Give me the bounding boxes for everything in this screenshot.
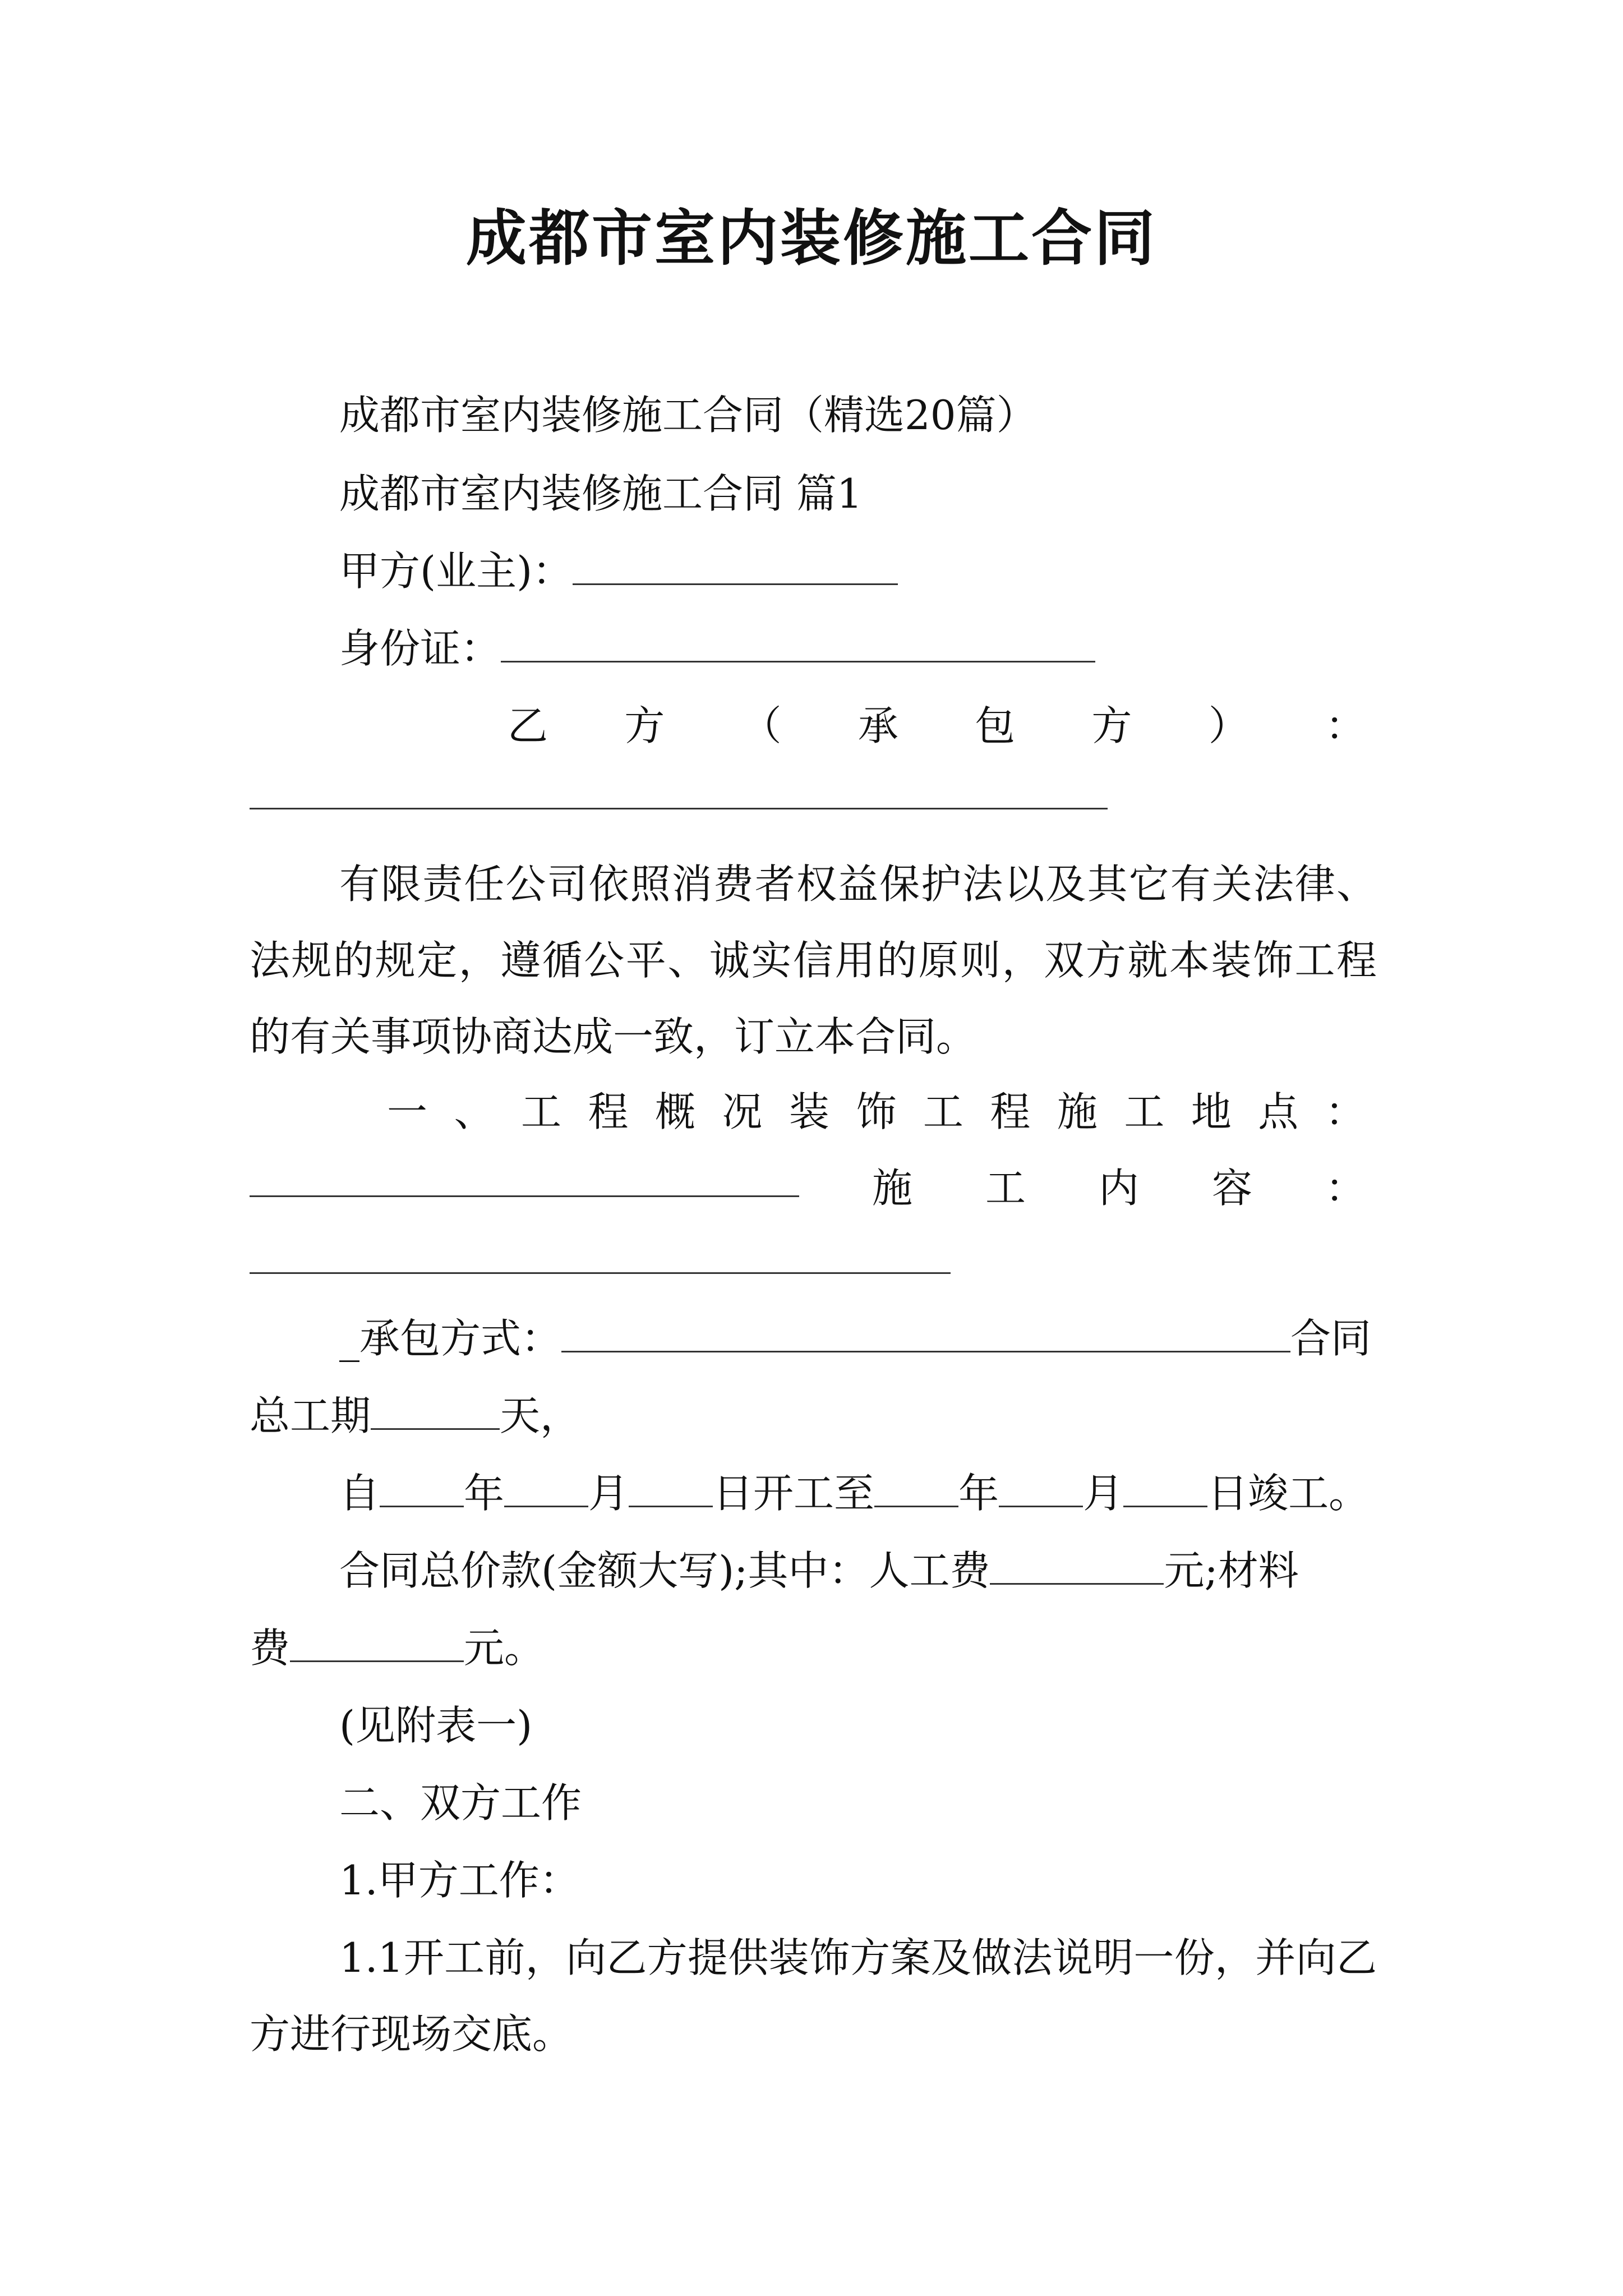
party-a-line — [339, 543, 1467, 599]
section1-chars-char: 装 — [789, 1088, 829, 1135]
contract-method-label: _承包方式： — [339, 1315, 562, 1362]
section1-chars-char: 点 — [1258, 1088, 1299, 1135]
material-fee-label: 费 — [250, 1625, 291, 1672]
site-blank — [250, 1195, 799, 1197]
party-b-label — [508, 698, 1366, 754]
contract-total-label: 合同 — [1290, 1315, 1372, 1362]
party-b-chars-char: 方 — [1091, 702, 1132, 749]
section1-chars-char: 、 — [454, 1088, 495, 1135]
document-title: 成都市室内装修施工合同 — [465, 203, 1157, 274]
section1-chars-char: ： — [1325, 1088, 1366, 1135]
content-chars-char: 内 — [1098, 1165, 1139, 1212]
date-from: 自 — [339, 1470, 380, 1517]
section1-chars-char: 地 — [1191, 1088, 1232, 1135]
price-line — [339, 1543, 1467, 1599]
party-b-chars-char: 承 — [857, 702, 898, 749]
content-chars-char: 工 — [985, 1165, 1026, 1212]
section1-chars-char: 程 — [990, 1088, 1031, 1135]
item-1-1: 1.1开工前，向乙方提供装饰方案及做法说明一份，并向乙方进行现场交底。 — [250, 1934, 1377, 2058]
party-b-blank — [250, 808, 1108, 809]
date-year2: 年 — [958, 1470, 999, 1517]
party-b-chars-char: ： — [1325, 702, 1366, 749]
id-label: 身份证： — [339, 625, 501, 672]
material-fee-line — [250, 1620, 1377, 1676]
date-end: 日竣工。 — [1207, 1470, 1370, 1517]
end-year-blank — [874, 1466, 958, 1507]
party-b-chars-char: ） — [1208, 702, 1249, 749]
id-blank — [501, 622, 1095, 662]
party-b-chars-char: 方 — [624, 702, 665, 749]
party-b-chars-char: 包 — [975, 702, 1016, 749]
see-attachment: (见附表一) — [339, 1702, 533, 1749]
section1-chars-char: 一 — [387, 1088, 428, 1135]
start-year-blank — [380, 1466, 464, 1507]
section1-chars-char: 况 — [722, 1088, 763, 1135]
subtitle: 成都市室内装修施工合同（精选20篇） — [339, 392, 1037, 439]
section1-chars-char: 工 — [520, 1088, 561, 1135]
section1-chars-char: 施 — [1057, 1088, 1098, 1135]
content-chars-char: ： — [1325, 1165, 1366, 1212]
total-period-line — [250, 1388, 1377, 1444]
end-month-blank — [999, 1466, 1083, 1507]
date-line — [339, 1465, 1467, 1521]
material-fee-blank — [290, 1621, 464, 1662]
content-chars-char: 容 — [1211, 1165, 1252, 1212]
date-start: 日开工至 — [713, 1470, 875, 1517]
intro-paragraph: 有限责任公司依照消费者权益保护法以及其它有关法律、法规的规定，遵循公平、诚实信用的原则，双方就本装饰工程的有关事项协商达成一致，订立本合同。 — [250, 861, 1377, 1060]
contract-method-line — [339, 1310, 1377, 1366]
content-label — [872, 1160, 1366, 1216]
section1-chars-char: 工 — [923, 1088, 963, 1135]
party-a-label: 甲方(业主)： — [339, 547, 573, 595]
date-month1: 月 — [588, 1470, 629, 1517]
total-period-prefix: 总工期 — [250, 1392, 371, 1439]
section1-heading — [387, 1084, 1366, 1140]
date-month2: 月 — [1083, 1470, 1124, 1517]
start-month-blank — [504, 1466, 588, 1507]
section1-chars-char: 饰 — [856, 1088, 897, 1135]
article-heading: 成都市室内装修施工合同 篇1 — [339, 470, 863, 517]
party-b-chars-char: 乙 — [508, 702, 548, 749]
price-label: 合同总价款(金额大写);其中：人工费 — [339, 1547, 990, 1594]
date-year1: 年 — [464, 1470, 505, 1517]
section2-heading: 二、双方工作 — [339, 1779, 582, 1826]
section1-chars-char: 工 — [1124, 1088, 1165, 1135]
start-day-blank — [629, 1466, 713, 1507]
contract-method-blank — [561, 1312, 1290, 1352]
material-yuan: 元。 — [464, 1625, 545, 1672]
total-period-blank — [371, 1389, 500, 1430]
end-day-blank — [1123, 1466, 1207, 1507]
party-a-work-heading: 1.甲方工作： — [339, 1857, 580, 1904]
section1-chars-char: 程 — [588, 1088, 629, 1135]
party-b-chars-char: （ — [741, 702, 782, 749]
content-blank — [250, 1272, 951, 1274]
id-line — [339, 620, 1467, 677]
total-period-suffix: 天， — [500, 1392, 581, 1439]
party-a-blank — [573, 544, 898, 585]
price-yuan: 元;材料 — [1164, 1547, 1299, 1594]
labor-fee-blank — [990, 1544, 1164, 1585]
content-chars-char: 施 — [872, 1165, 913, 1212]
section1-chars-char: 概 — [654, 1088, 695, 1135]
